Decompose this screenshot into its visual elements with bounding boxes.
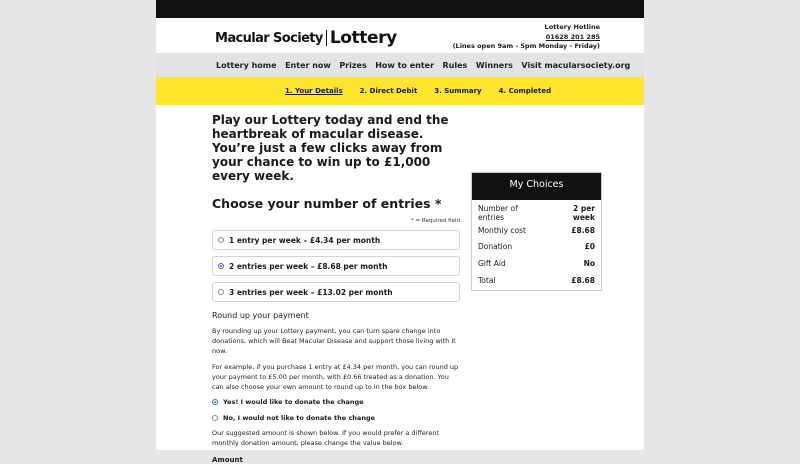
logo-divider xyxy=(326,30,327,46)
hero-heading: Play our Lottery today and end the heartbreak of macular disease. You’re just a few clicks away from your chance to win up to £1,000 every week. xyxy=(212,113,449,183)
choices-label: Donation xyxy=(478,242,513,252)
round-up-example: For example, if you purchase 1 entry at £4.34 per month, you can round up your payment to £5.00 per month, with £0.66 treated as a donation. You can also choose your own amount to round up to in the box below. xyxy=(212,363,459,391)
hotline-number[interactable]: 01628 201 285 xyxy=(545,32,600,41)
choices-row-monthly-cost xyxy=(472,222,601,239)
nav-enter-now[interactable]: Enter now xyxy=(285,60,331,70)
hotline-hours: (Lines open 9am - 5pm Monday - Friday) xyxy=(452,42,600,50)
nav-visit-macularsociety[interactable]: Visit macularsociety.org xyxy=(521,60,631,70)
choices-row-donation xyxy=(472,239,601,256)
entry-option-1[interactable] xyxy=(212,230,460,250)
nav-winners[interactable]: Winners xyxy=(475,60,513,70)
donate-yes-label: Yes! I would like to donate the change xyxy=(223,398,364,406)
choices-value: 2 per week xyxy=(572,204,595,222)
choices-label: Gift Aid xyxy=(478,258,506,268)
radio-button[interactable] xyxy=(218,289,224,295)
donate-no-option[interactable] xyxy=(212,414,460,422)
main-content xyxy=(212,113,460,464)
choices-row-entries xyxy=(472,204,601,222)
choices-value: £8.68 xyxy=(571,275,595,285)
my-choices-panel xyxy=(471,172,602,291)
logo-lottery: Lottery xyxy=(329,28,397,48)
required-field-note: * = Required field xyxy=(411,218,460,224)
choices-label: Monthly cost xyxy=(478,225,526,235)
logo-macular-society: Macular Society xyxy=(215,30,323,46)
nav-prizes[interactable]: Prizes xyxy=(339,60,367,70)
entry-option-label: 3 entries per week – £13.02 per month xyxy=(229,287,393,297)
choices-value: No xyxy=(583,258,595,268)
donate-yes-option[interactable] xyxy=(212,398,460,406)
lottery-logo[interactable] xyxy=(215,28,397,48)
lottery-hotline xyxy=(453,23,600,52)
entries-heading: Choose your number of entries * xyxy=(212,196,442,211)
step-completed: 4. Completed xyxy=(498,87,552,95)
entry-option-label: 1 entry per week – £4.34 per month xyxy=(229,235,381,245)
nav-lottery-home[interactable]: Lottery home xyxy=(216,60,277,70)
radio-button[interactable] xyxy=(218,237,224,243)
choices-value: £8.68 xyxy=(571,225,595,235)
entry-option-label: 2 entries per week – £8.68 per month xyxy=(229,261,388,271)
step-direct-debit: 2. Direct Debit xyxy=(359,87,418,95)
round-up-description: By rounding up your Lottery payment, you can turn spare change into donations, which will Beat Macular Disease and support those living with it now. xyxy=(212,327,456,355)
choices-value: £0 xyxy=(584,242,595,252)
entry-option-2[interactable] xyxy=(212,256,460,276)
choices-label: Total xyxy=(478,275,496,285)
radio-button[interactable] xyxy=(212,415,218,421)
radio-button-selected[interactable] xyxy=(212,399,218,405)
page xyxy=(156,0,644,464)
main-nav xyxy=(156,53,644,77)
round-up-heading: Round up your payment xyxy=(212,311,309,320)
choices-row-total xyxy=(472,272,601,289)
entry-option-3[interactable] xyxy=(212,282,460,302)
progress-steps xyxy=(156,77,644,105)
step-your-details: 1. Your Details xyxy=(285,87,343,95)
nav-rules[interactable]: Rules xyxy=(442,60,468,70)
choices-row-gift-aid xyxy=(472,255,601,272)
step-summary: 3. Summary xyxy=(434,87,482,95)
suggested-amount-text: Our suggested amount is shown below. If you would prefer a different monthly donation amount, please change the value below. xyxy=(212,429,440,447)
donate-no-label: No, I would not like to donate the change xyxy=(223,414,376,422)
radio-button-selected[interactable] xyxy=(218,263,224,269)
hotline-title: Lottery Hotline xyxy=(544,23,600,31)
amount-label: Amount xyxy=(212,456,243,464)
choices-label: Number of entries xyxy=(478,204,518,222)
my-choices-table xyxy=(472,204,601,288)
top-bar xyxy=(156,0,644,18)
site-header xyxy=(156,18,644,53)
nav-how-to-enter[interactable]: How to enter xyxy=(375,60,435,70)
my-choices-title: My Choices xyxy=(472,173,601,200)
